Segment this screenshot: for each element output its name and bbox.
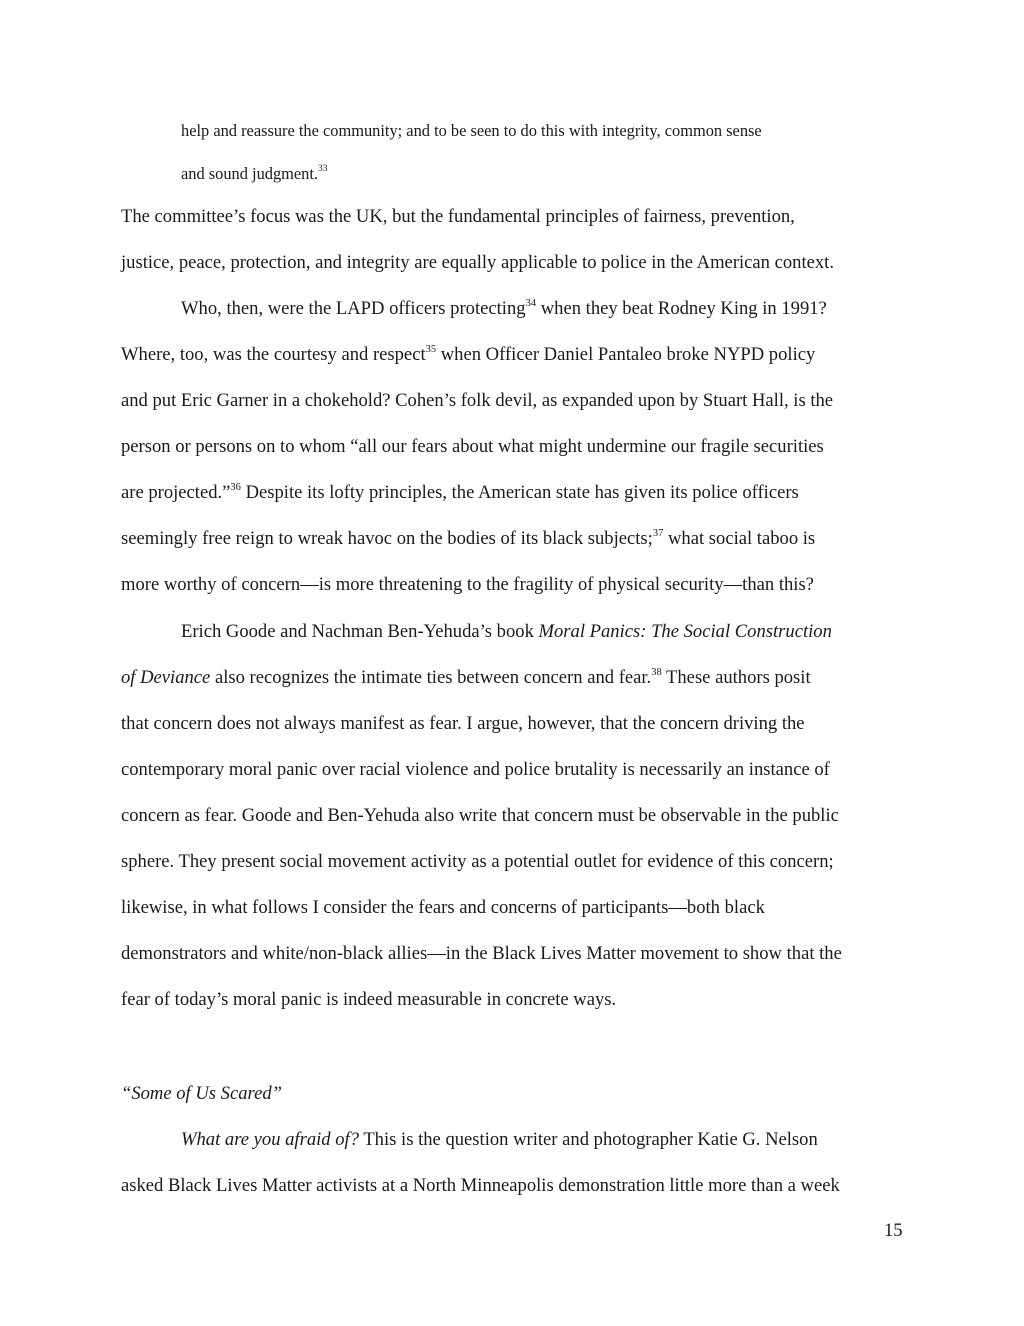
body-text: concern as fear. Goode and Ben-Yehuda also write that concern must be observable in the public (121, 805, 839, 826)
body-text: asked Black Lives Matter activists at a North Minneapolis demonstration little more than a week (121, 1175, 840, 1196)
body-text: Despite its lofty principles, the American state has given its police officers (240, 482, 799, 503)
body-text: fear of today’s moral panic is indeed measurable in concrete ways. (121, 989, 617, 1010)
body-text: demonstrators and white/non-black allies—in the Black Lives Matter movement to show that the (121, 943, 842, 964)
block-quote-line (181, 163, 328, 185)
body-line (121, 712, 805, 736)
body-text: seemingly free reign to wreak havoc on the bodies of its black subjects; (121, 528, 653, 549)
body-line (181, 620, 832, 644)
body-text: when they beat Rodney King in 1991? (536, 298, 827, 319)
body-text: justice, peace, protection, and integrity are equally applicable to police in the American context. (121, 252, 834, 273)
block-quote-line (181, 120, 762, 142)
footnote-ref: 35 (425, 344, 437, 355)
body-text: These authors posit (661, 667, 811, 688)
body-line (121, 343, 815, 367)
body-text: sphere. They present social movement activity as a potential outlet for evidence of this concern; (121, 851, 834, 872)
body-line (121, 988, 616, 1012)
body-text: person or persons on to whom “all our fears about what might undermine our fragile securities (121, 436, 824, 457)
body-text: and put Eric Garner in a chokehold? Cohen’s folk devil, as expanded upon by Stuart Hall, is the (121, 390, 834, 411)
body-line (121, 389, 833, 413)
body-line (121, 1174, 840, 1198)
body-line (121, 942, 842, 966)
body-line (121, 205, 795, 229)
body-line (121, 758, 830, 782)
body-text: what social taboo is (663, 528, 816, 549)
footnote-ref: 36 (230, 482, 241, 493)
body-text: more worthy of concern—is more threatening to the fragility of physical security—than this? (121, 574, 814, 595)
section-heading (121, 1082, 282, 1106)
body-text: are projected.” (121, 482, 231, 503)
block-quote-text: help and reassure the community; and to be seen to do this with integrity, common sense (181, 121, 762, 140)
body-text: that concern does not always manifest as fear. I argue, however, that the concern driving the (121, 713, 805, 734)
page-number: 15 (884, 1220, 903, 1241)
body-line (121, 804, 839, 828)
body-text: Erich Goode and Nachman Ben-Yehuda’s book (181, 621, 539, 642)
body-text: likewise, in what follows I consider the fears and concerns of participants—both black (121, 897, 765, 918)
body-text: Where, too, was the courtesy and respect (121, 344, 426, 365)
footnote-ref: 34 (525, 298, 537, 309)
body-text: contemporary moral panic over racial violence and police brutality is necessarily an instance of (121, 759, 830, 780)
book-title: Moral Panics: The Social Construction (538, 621, 832, 642)
body-line (121, 896, 765, 920)
footnote-ref: 33 (318, 164, 328, 174)
body-line (121, 435, 824, 459)
book-title: of Deviance (121, 667, 211, 688)
body-line (181, 297, 827, 321)
body-line (121, 481, 799, 505)
body-line (181, 1128, 818, 1152)
section-heading-text: “Some of Us Scared” (121, 1083, 282, 1104)
body-text: when Officer Daniel Pantaleo broke NYPD policy (436, 344, 816, 365)
body-text: This is the question writer and photographer Katie G. Nelson (359, 1129, 818, 1150)
footnote-ref: 38 (651, 667, 662, 678)
question-text: What are you afraid of? (181, 1129, 360, 1150)
body-line (121, 573, 814, 597)
body-line (121, 251, 834, 275)
body-text: Who, then, were the LAPD officers protecting (181, 298, 526, 319)
block-quote-text: and sound judgment. (181, 164, 319, 183)
body-line (121, 527, 815, 551)
footnote-ref: 37 (652, 528, 664, 539)
body-text: also recognizes the intimate ties between concern and fear. (210, 667, 652, 688)
body-line (121, 850, 834, 874)
body-line (121, 666, 811, 690)
body-text: The committee’s focus was the UK, but the fundamental principles of fairness, prevention, (121, 206, 795, 227)
